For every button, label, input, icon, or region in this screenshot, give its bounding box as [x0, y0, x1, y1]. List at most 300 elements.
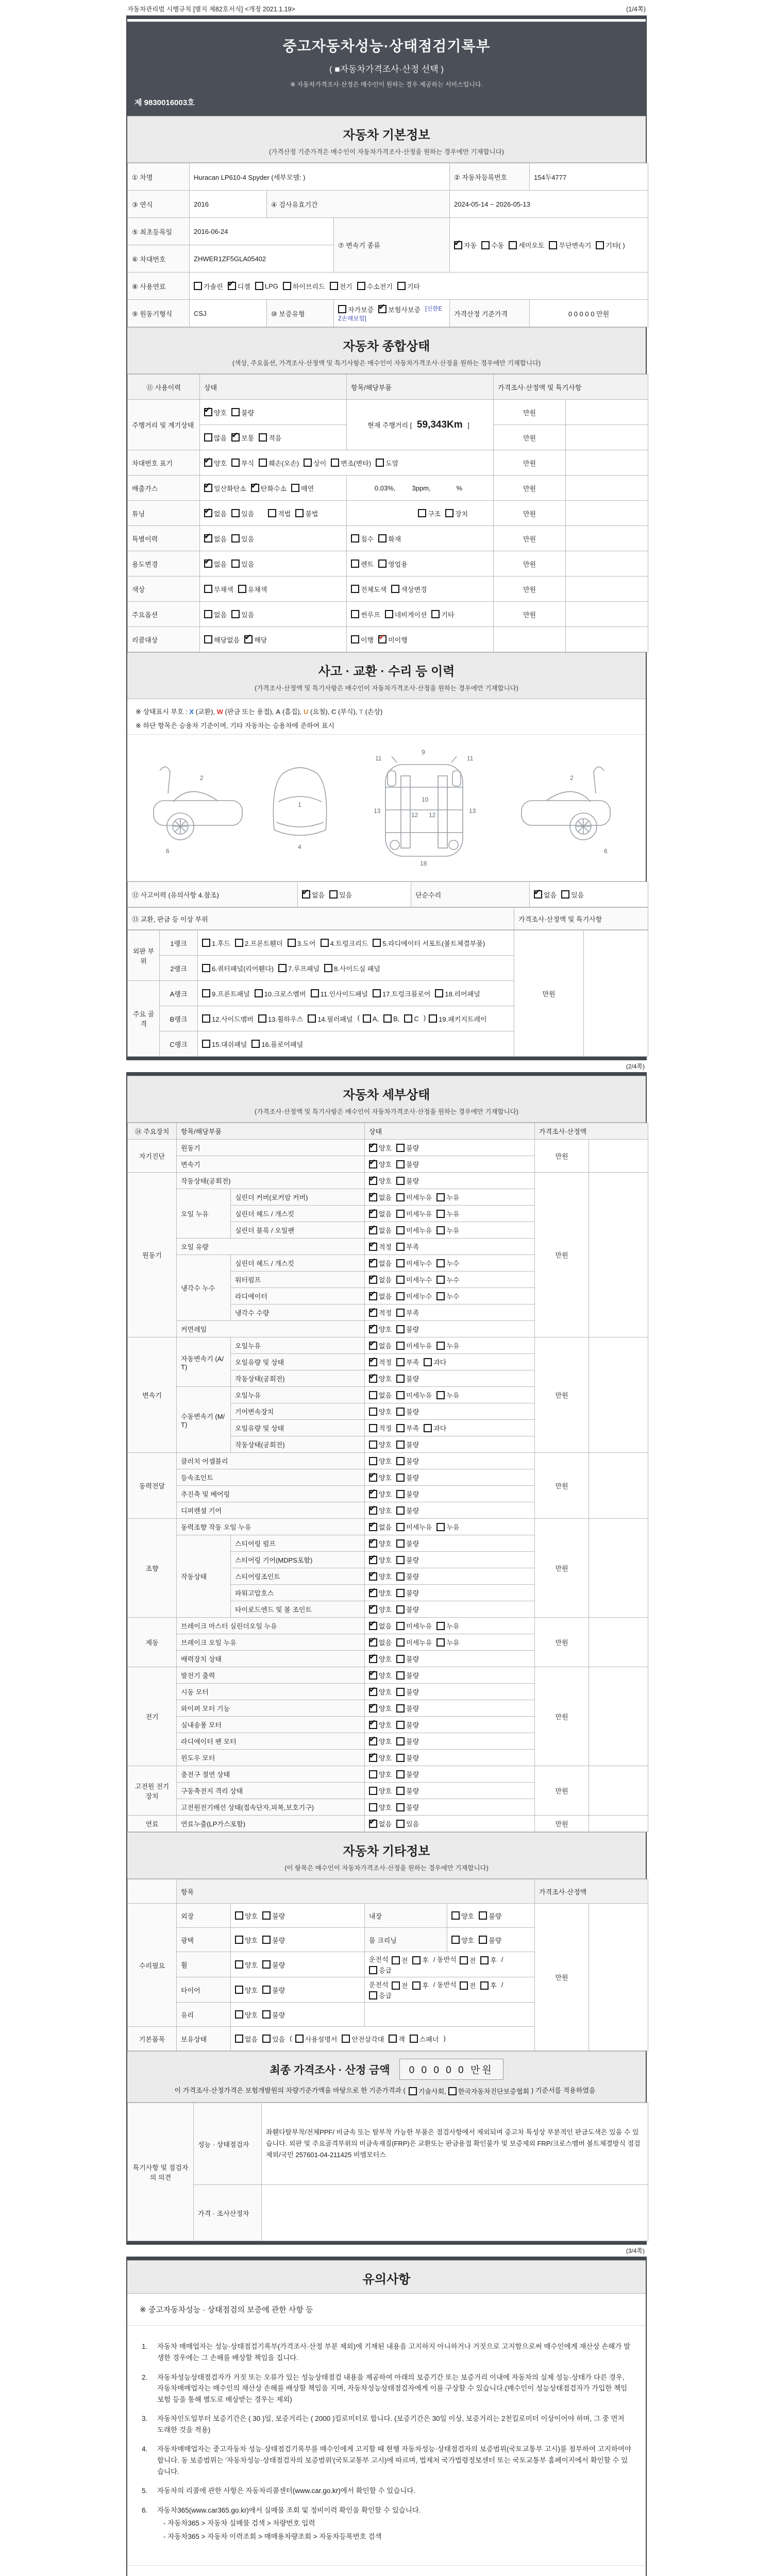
checkbox-가솔린[interactable] — [194, 281, 223, 291]
checkbox-적음[interactable] — [259, 433, 281, 443]
text: ] — [465, 421, 469, 429]
checkbox-9.프론트패널[interactable] — [202, 989, 250, 998]
checkbox-양호[interactable] — [369, 1769, 392, 1779]
text: 운전석 — [369, 1981, 389, 1989]
checkbox-안전삼각대[interactable] — [342, 2034, 384, 2044]
checkbox-하이브리드[interactable] — [283, 281, 325, 291]
checkbox-색상변경[interactable] — [391, 584, 427, 594]
checkbox-양호[interactable] — [369, 1786, 392, 1795]
cell: 1랭크 — [160, 930, 198, 956]
checkbox-양호[interactable] — [369, 1176, 392, 1185]
checkbox-보험사보증[interactable] — [378, 304, 421, 314]
checkbox-미세누유[interactable] — [396, 1637, 432, 1647]
checkbox-label: 양호 — [379, 1688, 392, 1696]
checkbox-양호[interactable] — [369, 1670, 392, 1680]
checkbox-불량[interactable] — [396, 1654, 419, 1664]
checkbox-부식[interactable] — [231, 458, 254, 468]
basic-info-table — [127, 163, 648, 327]
checkbox-불량[interactable] — [396, 1456, 419, 1466]
checkbox-box — [396, 1638, 405, 1647]
checkbox-무채색[interactable] — [204, 584, 233, 594]
checkbox-불량[interactable] — [479, 1935, 501, 1945]
checkbox-불량[interactable] — [262, 2010, 285, 2020]
checkbox-영업용[interactable] — [378, 559, 408, 569]
checkbox-양호[interactable] — [369, 1374, 392, 1383]
checkbox-box — [369, 1457, 377, 1465]
checkbox-적정[interactable] — [369, 1308, 392, 1317]
checkbox-label: 미이행 — [388, 636, 408, 644]
checkbox-box — [378, 560, 386, 568]
checkbox-양호[interactable] — [235, 1960, 258, 1970]
checkbox-불량[interactable] — [396, 1736, 419, 1746]
checkbox-없음[interactable] — [369, 1209, 392, 1218]
checkbox-불량[interactable] — [396, 1555, 419, 1565]
checkbox-box — [436, 1226, 445, 1234]
checkbox-응급[interactable] — [369, 1990, 392, 2000]
checkbox-불량[interactable] — [396, 1439, 419, 1449]
table-row — [128, 273, 648, 300]
checkbox-무단변속기[interactable] — [549, 240, 591, 250]
checkbox-C[interactable] — [404, 1014, 418, 1023]
checkbox-box — [369, 1991, 377, 1999]
checkbox-전[interactable] — [392, 1980, 408, 1990]
checkbox-적법[interactable] — [268, 509, 291, 518]
checkbox-box — [396, 1770, 405, 1778]
checkbox-없음[interactable] — [369, 1390, 392, 1400]
checkbox-4.트렁크리드[interactable] — [321, 938, 368, 948]
checkbox-양호[interactable] — [369, 1456, 392, 1466]
checkbox-box — [304, 459, 312, 467]
checkbox-양호[interactable] — [369, 1489, 392, 1499]
checkbox-스패너[interactable] — [410, 2034, 439, 2044]
cell: 만원 — [494, 450, 566, 476]
checkbox-누유[interactable] — [436, 1637, 459, 1647]
checkbox-전체도색[interactable] — [351, 584, 386, 594]
checkbox-양호[interactable] — [451, 1935, 474, 1945]
checkbox-양호[interactable] — [369, 1505, 392, 1515]
checkbox-미세누유[interactable] — [396, 1225, 432, 1235]
cell: 2016 — [190, 191, 267, 218]
checkbox-2.프론트휀더[interactable] — [235, 938, 283, 948]
checkbox-불량[interactable] — [396, 1588, 419, 1598]
notice-item — [142, 2444, 631, 2477]
detail-title: 자동차 세부상태 — [343, 1088, 430, 1102]
checkbox-잭[interactable] — [389, 2034, 405, 2044]
checkbox-양호[interactable] — [369, 1736, 392, 1746]
checkbox-양호[interactable] — [369, 1588, 392, 1598]
checkbox-양호[interactable] — [369, 1472, 392, 1482]
checkbox-수동[interactable] — [481, 240, 504, 250]
checkbox-미세누유[interactable] — [396, 1341, 432, 1350]
cell: 동력전달 — [128, 1453, 177, 1519]
checkbox-해당없음[interactable] — [204, 635, 240, 645]
cell — [365, 1239, 535, 1255]
checkbox-있음[interactable] — [329, 890, 352, 900]
cell: 2016-06-24 — [190, 218, 334, 245]
cell — [365, 1618, 535, 1634]
checkbox-양호[interactable] — [235, 1911, 258, 1921]
cell: ⑩ 보증유형 — [267, 300, 334, 327]
checkbox-없음[interactable] — [204, 534, 227, 544]
checkbox-미세누유[interactable] — [396, 1621, 432, 1631]
cell: 154두4777 — [530, 163, 648, 191]
checkbox-label: 부족 — [406, 1359, 419, 1366]
checkbox-수소전기[interactable] — [357, 281, 393, 291]
checkbox-불량[interactable] — [396, 1670, 419, 1680]
checkbox-box — [369, 1342, 377, 1350]
checkbox-양호[interactable] — [451, 1911, 474, 1921]
legend-segment: U — [303, 708, 309, 716]
checkbox-변조(변타)[interactable] — [331, 458, 371, 468]
checkbox-미세누수[interactable] — [396, 1258, 432, 1268]
cell: 만원 — [494, 577, 566, 602]
checkbox-후[interactable] — [412, 1955, 429, 1965]
checkbox-적정[interactable] — [369, 1423, 392, 1433]
checkbox-기타[interactable] — [397, 281, 420, 291]
checkbox-침수[interactable] — [351, 534, 374, 544]
checkbox-label: 가솔린 — [204, 282, 223, 291]
checkbox-없음[interactable] — [369, 1621, 392, 1631]
checkbox-label: 불량 — [406, 1458, 419, 1465]
checkbox-누유[interactable] — [436, 1192, 459, 1202]
checkbox-불량[interactable] — [231, 408, 254, 417]
checkbox-누유[interactable] — [436, 1209, 459, 1218]
checkbox-누유[interactable] — [436, 1225, 459, 1235]
checkbox-양호[interactable] — [369, 1143, 392, 1153]
cell: 배력장치 상태 — [177, 1651, 365, 1667]
checkbox-불량[interactable] — [396, 1687, 419, 1697]
checkbox-해당[interactable] — [244, 635, 267, 645]
checkbox-불량[interactable] — [262, 1935, 285, 1945]
checkbox-불량[interactable] — [396, 1143, 419, 1153]
cell — [365, 1816, 535, 1832]
checkbox-후[interactable] — [480, 1955, 497, 1965]
checkbox-없음[interactable] — [369, 1258, 392, 1268]
checkbox-불량[interactable] — [396, 1159, 419, 1169]
checkbox-box — [369, 1688, 377, 1696]
checkbox-적정[interactable] — [369, 1242, 392, 1251]
checkbox-불량[interactable] — [396, 1786, 419, 1795]
checkbox-없음[interactable] — [534, 890, 557, 900]
checkbox-label: A, — [372, 1014, 379, 1023]
checkbox-B,[interactable] — [383, 1014, 399, 1023]
checkbox-15.대쉬패널[interactable] — [202, 1039, 247, 1049]
table-row — [128, 1904, 648, 1928]
checkbox-부족[interactable] — [396, 1242, 419, 1251]
legend-segment: (요철), — [308, 708, 331, 716]
checkbox-불량[interactable] — [396, 1604, 419, 1614]
checkbox-16.플로어패널[interactable] — [251, 1039, 303, 1049]
checkbox-불량[interactable] — [396, 1324, 419, 1334]
table-row — [128, 627, 648, 652]
checkbox-label: 양호 — [214, 459, 227, 467]
checkbox-13.휠하우스[interactable] — [258, 1014, 303, 1024]
checkbox-없음[interactable] — [369, 1522, 392, 1532]
cell: 실린더 커버(로커암 커버) — [231, 1189, 365, 1206]
checkbox-label: 과다 — [433, 1359, 447, 1366]
checkbox-LPG[interactable] — [255, 282, 278, 290]
checkbox-양호[interactable] — [204, 458, 227, 468]
checkbox-불량[interactable] — [396, 1720, 419, 1730]
checkbox-미세누수[interactable] — [396, 1291, 432, 1301]
checkbox-있음[interactable] — [262, 2034, 285, 2044]
checkbox-불량[interactable] — [262, 1960, 285, 1970]
checkbox-17.트렁크플로어[interactable] — [373, 989, 430, 998]
checkbox-탄화수소[interactable] — [251, 483, 287, 493]
checkbox-불량[interactable] — [396, 1769, 419, 1779]
checkbox-불량[interactable] — [262, 1911, 285, 1921]
checkbox-기타[interactable] — [431, 609, 454, 619]
checkbox-세미오토[interactable] — [509, 240, 544, 250]
checkbox-양호[interactable] — [369, 1538, 392, 1548]
checkbox-label: 불량 — [406, 1161, 419, 1168]
table-row — [128, 882, 648, 907]
checkbox-양호[interactable] — [369, 1555, 392, 1565]
checkbox-box — [396, 1605, 405, 1614]
checkbox-미세누유[interactable] — [396, 1390, 432, 1400]
checkbox-12.사이드멤버[interactable] — [202, 1014, 254, 1024]
checkbox-디젤[interactable] — [228, 281, 250, 291]
checkbox-썬루프[interactable] — [351, 609, 380, 619]
checkbox-불량[interactable] — [396, 1489, 419, 1499]
checkbox-8.사이드실 패널[interactable] — [324, 963, 380, 973]
checkbox-있음[interactable] — [561, 890, 584, 900]
cell — [447, 1928, 535, 1952]
checkbox-누수[interactable] — [436, 1258, 459, 1268]
checkbox-누유[interactable] — [436, 1621, 459, 1631]
table-row — [128, 1766, 648, 1783]
checkbox-label: 양호 — [379, 1490, 392, 1498]
checkbox-양호[interactable] — [369, 1406, 392, 1416]
checkbox-양호[interactable] — [204, 408, 227, 417]
checkbox-없음[interactable] — [204, 609, 227, 619]
checkbox-부족[interactable] — [396, 1423, 419, 1433]
checkbox-없음[interactable] — [302, 890, 325, 900]
checkbox-유채색[interactable] — [238, 584, 267, 594]
checkbox-양호[interactable] — [235, 1985, 258, 1995]
checkbox-19.패키지트레이[interactable] — [429, 1014, 486, 1024]
checkbox-불량[interactable] — [396, 1538, 419, 1548]
checkbox-전[interactable] — [460, 1980, 476, 1990]
checkbox-불량[interactable] — [396, 1406, 419, 1416]
checkbox-box — [396, 1226, 405, 1234]
checkbox-미세누유[interactable] — [396, 1209, 432, 1218]
checkbox-없음[interactable] — [204, 509, 227, 518]
checkbox-과다[interactable] — [424, 1357, 446, 1367]
checkbox-있음[interactable] — [231, 609, 254, 619]
notice-number: 4. — [142, 2445, 148, 2453]
checkbox-양호[interactable] — [235, 1935, 258, 1945]
checkbox-적정[interactable] — [369, 1357, 392, 1367]
checkbox-기술사회,[interactable] — [409, 2086, 446, 2096]
table-row — [128, 163, 648, 191]
checkbox-label: 불량 — [406, 1672, 419, 1680]
checkbox-과다[interactable] — [424, 1423, 446, 1433]
cell: 제동 — [128, 1618, 177, 1667]
checkbox-기타( )[interactable] — [596, 240, 625, 250]
checkbox-있음[interactable] — [231, 509, 254, 518]
checkbox-없음[interactable] — [369, 1192, 392, 1202]
checkbox-자가보증[interactable] — [338, 304, 374, 314]
checkbox-label: 불량 — [272, 1912, 285, 1920]
checkbox-양호[interactable] — [369, 1720, 392, 1730]
checkbox-없음[interactable] — [235, 2034, 258, 2044]
checkbox-box — [369, 1358, 377, 1366]
checkbox-한국자동차진단보증협회[interactable] — [448, 2086, 529, 2096]
checkbox-불량[interactable] — [396, 1753, 419, 1762]
checkbox-불량[interactable] — [396, 1571, 419, 1581]
checkbox-box — [369, 1605, 377, 1614]
checkbox-불량[interactable] — [396, 1802, 419, 1812]
checkbox-미이행[interactable] — [378, 635, 408, 645]
checkbox-양호[interactable] — [369, 1753, 392, 1762]
checkbox-label: 색상변경 — [401, 585, 427, 594]
checkbox-있음[interactable] — [396, 1819, 419, 1828]
cell: 유리 — [177, 2003, 231, 2027]
checkbox-5.라디에이터 서포트(볼트체결부품)[interactable] — [373, 938, 485, 948]
text: 운전석 — [369, 1956, 389, 1963]
table-row — [128, 501, 648, 526]
checkbox-box — [410, 2035, 418, 2043]
checkbox-있음[interactable] — [231, 559, 254, 569]
checkbox-양호[interactable] — [369, 1703, 392, 1713]
checkbox-전[interactable] — [460, 1955, 476, 1965]
checkbox-후[interactable] — [412, 1980, 429, 1990]
checkbox-A,[interactable] — [363, 1014, 379, 1023]
checkbox-양호[interactable] — [369, 1439, 392, 1449]
checkbox-불량[interactable] — [396, 1505, 419, 1515]
checkbox-있음[interactable] — [231, 534, 254, 544]
checkbox-사용설명서[interactable] — [295, 2034, 338, 2044]
checkbox-box — [369, 1721, 377, 1729]
final-price-note — [127, 2085, 646, 2096]
checkbox-네비게이션[interactable] — [385, 609, 427, 619]
text: / 동반석 — [433, 1981, 457, 1989]
checkbox-양호[interactable] — [369, 1159, 392, 1169]
checkbox-label: 양호 — [379, 1441, 392, 1449]
checkbox-누유[interactable] — [436, 1390, 459, 1400]
notice-text: 자동차성능상태점검자가 거짓 또는 오류가 있는 성능상태점검 내용을 제공하여 아래의 보증기간 또는 보증거리 이내에 자동차의 실제 성능·상태가 다른 경우, 자동차매매업자는 매수인의 재산상 손해를 배상할 책임을 지며, 자동차성능상태점검자에게 이를 구상할 수 있습니다.(매수인이 성능상태점검자가 가입한 책임보험 등을 통해 별도로 배상받는 경우는 제외) — [157, 2373, 628, 2403]
checkbox-box — [369, 1292, 377, 1300]
checkbox-양호[interactable] — [369, 1324, 392, 1334]
checkbox-box — [396, 1259, 405, 1267]
checkbox-box — [369, 1309, 377, 1317]
checkbox-누수[interactable] — [436, 1291, 459, 1301]
checkbox-없음[interactable] — [204, 559, 227, 569]
checkbox-label: 후 — [490, 1982, 497, 1990]
checkbox-label: 있음 — [241, 535, 255, 543]
cell: 시동 모터 — [177, 1684, 365, 1700]
checkbox-상이[interactable] — [304, 458, 326, 468]
checkbox-없음[interactable] — [369, 1341, 392, 1350]
checkbox-자동[interactable] — [454, 240, 477, 250]
checkbox-11.인사이드패널[interactable] — [311, 989, 368, 998]
checkbox-없음[interactable] — [369, 1637, 392, 1647]
checkbox-18.리어패널[interactable] — [435, 989, 480, 998]
checkbox-불량[interactable] — [396, 1703, 419, 1713]
checkbox-불법[interactable] — [295, 509, 318, 518]
checkbox-누수[interactable] — [436, 1275, 459, 1284]
checkbox-label: 불량 — [406, 1804, 419, 1811]
text: ) — [423, 1014, 426, 1022]
cell: ④ 검사유효기간 — [267, 191, 450, 218]
checkbox-보통[interactable] — [231, 433, 254, 443]
checkbox-이행[interactable] — [351, 635, 374, 645]
checkbox-label: 2.프론트휀더 — [244, 939, 283, 947]
checkbox-label: 양호 — [379, 1804, 392, 1811]
checkbox-box — [288, 939, 296, 947]
checkbox-없음[interactable] — [369, 1225, 392, 1235]
checkbox-미세누유[interactable] — [396, 1522, 432, 1532]
checkbox-14.필러패널[interactable] — [308, 1014, 352, 1024]
checkbox-매연[interactable] — [291, 483, 314, 493]
checkbox-장치[interactable] — [445, 509, 468, 518]
svg-text:11: 11 — [467, 755, 474, 762]
checkbox-훼손(오손)[interactable] — [259, 458, 299, 468]
other-band — [127, 1832, 646, 1879]
checkbox-양호[interactable] — [369, 1802, 392, 1812]
checkbox-구조[interactable] — [418, 509, 441, 518]
checkbox-응급[interactable] — [369, 1965, 392, 1975]
accident-subtitle: (가격조사·산정액 및 특기사항은 매수인이 자동차가격조사·산정을 원하는 경우에만 기재합니다) — [255, 685, 518, 692]
checkbox-불량[interactable] — [396, 1374, 419, 1383]
checkbox-box — [357, 282, 365, 290]
checkbox-6.쿼터패널(리어휀다)[interactable] — [202, 963, 274, 973]
checkbox-화재[interactable] — [378, 534, 401, 544]
checkbox-양호[interactable] — [369, 1604, 392, 1614]
checkbox-양호[interactable] — [369, 1571, 392, 1581]
checkbox-label: 17.트렁크플로어 — [382, 990, 431, 998]
checkbox-없음[interactable] — [369, 1291, 392, 1301]
checkbox-불량[interactable] — [479, 1911, 501, 1921]
checkbox-누유[interactable] — [436, 1522, 459, 1532]
checkbox-미세누유[interactable] — [396, 1192, 432, 1202]
checkbox-box — [561, 890, 569, 899]
cell — [365, 1519, 535, 1535]
checkbox-box — [451, 1911, 460, 1920]
checkbox-없음[interactable] — [369, 1275, 392, 1284]
checkbox-3.도어[interactable] — [288, 938, 316, 948]
checkbox-10.크로스멤버[interactable] — [255, 989, 306, 998]
checkbox-미세누수[interactable] — [396, 1275, 432, 1284]
checkbox-1.후드[interactable] — [202, 938, 230, 948]
checkbox-양호[interactable] — [369, 1654, 392, 1664]
checkbox-전기[interactable] — [330, 281, 352, 291]
checkbox-부족[interactable] — [396, 1308, 419, 1317]
checkbox-부족[interactable] — [396, 1357, 419, 1367]
checkbox-불량[interactable] — [262, 1985, 285, 1995]
checkbox-box — [429, 1014, 437, 1023]
checkbox-양호[interactable] — [369, 1687, 392, 1697]
checkbox-양호[interactable] — [235, 2010, 258, 2020]
checkbox-label: 13.휠하우스 — [267, 1015, 304, 1023]
checkbox-label: 19.패키지트레이 — [439, 1015, 487, 1023]
checkbox-렌트[interactable] — [351, 559, 374, 569]
checkbox-7.루프패널[interactable] — [278, 963, 320, 973]
checkbox-불량[interactable] — [396, 1472, 419, 1482]
checkbox-없음[interactable] — [369, 1819, 392, 1828]
cell: 만원 — [535, 1816, 589, 1832]
checkbox-후[interactable] — [480, 1980, 497, 1990]
checkbox-도말[interactable] — [376, 458, 398, 468]
checkbox-누유[interactable] — [436, 1341, 459, 1350]
checkbox-많음[interactable] — [204, 433, 227, 443]
checkbox-label: 사용설명서 — [305, 2035, 338, 2043]
checkbox-불량[interactable] — [396, 1176, 419, 1185]
checkbox-일산화탄소[interactable] — [204, 483, 246, 493]
checkbox-전[interactable] — [392, 1955, 408, 1965]
notices-title: 유의사항 — [362, 2273, 411, 2287]
